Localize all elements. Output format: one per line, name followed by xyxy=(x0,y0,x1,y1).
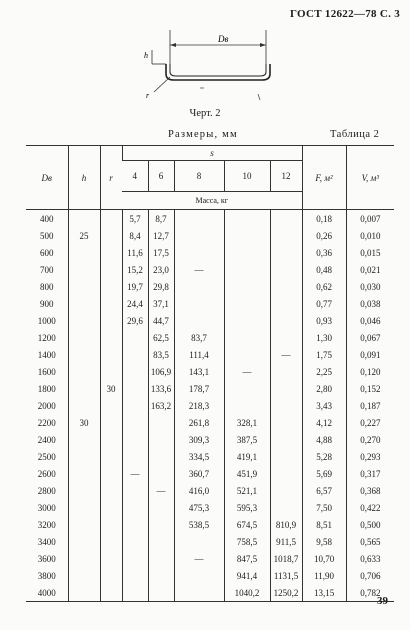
cell-s4: 15,2 xyxy=(122,261,148,278)
cell-f: 0,18 xyxy=(302,210,346,228)
cell-h xyxy=(68,448,100,465)
cell-s12 xyxy=(270,482,302,499)
cell-r xyxy=(100,261,122,278)
table-row xyxy=(26,414,394,431)
cell-s10 xyxy=(224,312,270,329)
cell-s12 xyxy=(270,499,302,516)
cell-v: 0,046 xyxy=(346,312,394,329)
header-s10: 10 xyxy=(224,161,270,192)
cell-v: 0,706 xyxy=(346,567,394,584)
cell-s4 xyxy=(122,533,148,550)
cell-h: 30 xyxy=(68,414,100,431)
cell-f: 9,58 xyxy=(302,533,346,550)
cell-s10: 387,5 xyxy=(224,431,270,448)
table-row xyxy=(26,312,394,329)
cell-s8 xyxy=(174,567,224,584)
cell-v: 0,030 xyxy=(346,278,394,295)
table-row xyxy=(26,278,394,295)
cell-s12: 1250,2 xyxy=(270,584,302,602)
cell-d: 1600 xyxy=(37,366,56,377)
cell-s10: 941,4 xyxy=(224,567,270,584)
cell-s12 xyxy=(270,329,302,346)
header-radius: r xyxy=(100,146,122,210)
cell-s10 xyxy=(224,278,270,295)
cell-s4 xyxy=(122,448,148,465)
cell-d: 800 xyxy=(40,281,54,292)
cell-r xyxy=(100,482,122,499)
cell-v: 0,120 xyxy=(346,363,394,380)
cell-d: 700 xyxy=(40,264,54,275)
cell-s4: 19,7 xyxy=(122,278,148,295)
cell-s12 xyxy=(270,380,302,397)
cell-s4 xyxy=(122,363,148,380)
cell-d: 2800 xyxy=(37,485,56,496)
cell-s4: 11,6 xyxy=(122,244,148,261)
cell-d: 3000 xyxy=(37,502,56,513)
dimensions-table xyxy=(26,145,394,602)
header-thickness: s xyxy=(122,146,302,161)
cell-s12 xyxy=(270,431,302,448)
cell-d: 500 xyxy=(40,230,54,241)
cell-r xyxy=(100,448,122,465)
cell-h xyxy=(68,261,100,278)
cell-v: 0,422 xyxy=(346,499,394,516)
cell-s4: — xyxy=(122,465,148,482)
cell-s8: 83,7 xyxy=(174,329,224,346)
table-row xyxy=(26,261,394,278)
cell-s10: 328,1 xyxy=(224,414,270,431)
cell-s8 xyxy=(174,210,224,228)
cell-s12: 1018,7 xyxy=(270,550,302,567)
cell-s4 xyxy=(122,414,148,431)
cell-s10 xyxy=(224,210,270,228)
cell-s10 xyxy=(224,346,270,363)
cell-s6: — xyxy=(148,482,174,499)
cell-d: 1400 xyxy=(37,349,56,360)
cell-d: 600 xyxy=(40,247,54,258)
cell-s4: 29,6 xyxy=(122,312,148,329)
cell-r xyxy=(100,346,122,363)
cell-r xyxy=(100,533,122,550)
table-row xyxy=(26,499,394,516)
cell-f: 0,48 xyxy=(302,261,346,278)
cell-h xyxy=(68,329,100,346)
table-row xyxy=(26,295,394,312)
header-height: h xyxy=(68,146,100,210)
cell-f: 4,12 xyxy=(302,414,346,431)
cell-r xyxy=(100,550,122,567)
cell-s8: 218,3 xyxy=(174,397,224,414)
cell-s4 xyxy=(122,550,148,567)
cell-s8: 475,3 xyxy=(174,499,224,516)
head-drawing xyxy=(140,30,280,104)
cell-s4 xyxy=(122,499,148,516)
cell-s4 xyxy=(122,380,148,397)
cell-s6: 37,1 xyxy=(148,295,174,312)
cell-v: 0,010 xyxy=(346,227,394,244)
cell-h xyxy=(68,567,100,584)
cell-v: 0,067 xyxy=(346,329,394,346)
cell-s6 xyxy=(148,516,174,533)
cell-s8: 360,7 xyxy=(174,465,224,482)
cell-s6: 62,5 xyxy=(148,329,174,346)
cell-h: 25 xyxy=(68,227,100,244)
header-s6: 6 xyxy=(148,161,174,192)
cell-s10 xyxy=(224,329,270,346)
cell-f: 3,43 xyxy=(302,397,346,414)
cell-d: 3600 xyxy=(37,553,56,564)
cell-h xyxy=(68,499,100,516)
diameter-label: Dв xyxy=(218,34,229,44)
header-s4: 4 xyxy=(122,161,148,192)
cell-v: 0,187 xyxy=(346,397,394,414)
cell-s12 xyxy=(270,414,302,431)
cell-s10 xyxy=(224,227,270,244)
cell-s10 xyxy=(224,244,270,261)
cell-s12 xyxy=(270,278,302,295)
cell-h xyxy=(68,210,100,228)
cell-s4 xyxy=(122,567,148,584)
cell-s10: 521,1 xyxy=(224,482,270,499)
cell-s10 xyxy=(224,380,270,397)
cell-s6: 44,7 xyxy=(148,312,174,329)
cell-s6: 8,7 xyxy=(148,210,174,228)
cell-s8 xyxy=(174,312,224,329)
cell-f: 7,50 xyxy=(302,499,346,516)
cell-r xyxy=(100,295,122,312)
cell-v: 0,038 xyxy=(346,295,394,312)
cell-s6 xyxy=(148,414,174,431)
figure-caption: Черт. 2 xyxy=(189,108,221,119)
cell-f: 1,75 xyxy=(302,346,346,363)
table-row xyxy=(26,329,394,346)
cell-s8: 178,7 xyxy=(174,380,224,397)
cell-d: 2600 xyxy=(37,468,56,479)
cell-s4 xyxy=(122,329,148,346)
table-title: Размеры, мм xyxy=(168,129,238,140)
cell-d: 1000 xyxy=(37,315,56,326)
cell-s6 xyxy=(148,533,174,550)
cell-d: 2000 xyxy=(37,400,56,411)
cell-s12: — xyxy=(270,346,302,363)
cell-h xyxy=(68,346,100,363)
cell-s8: 111,4 xyxy=(174,346,224,363)
cell-s6: 17,5 xyxy=(148,244,174,261)
cell-d: 900 xyxy=(40,298,54,309)
cell-f: 5,69 xyxy=(302,465,346,482)
cell-s4 xyxy=(122,397,148,414)
table-row xyxy=(26,227,394,244)
cell-d: 2200 xyxy=(37,417,56,428)
cell-h xyxy=(68,244,100,261)
cell-f: 10,70 xyxy=(302,550,346,567)
table-row xyxy=(26,380,394,397)
cell-s8: — xyxy=(174,261,224,278)
cell-f: 5,28 xyxy=(302,448,346,465)
cell-s10: 419,1 xyxy=(224,448,270,465)
cell-v: 0,565 xyxy=(346,533,394,550)
cell-r xyxy=(100,210,122,228)
cell-h xyxy=(68,584,100,602)
cell-s12 xyxy=(270,227,302,244)
cell-h xyxy=(68,363,100,380)
table-row xyxy=(26,448,394,465)
cell-s12 xyxy=(270,210,302,228)
table-row xyxy=(26,533,394,550)
cell-r xyxy=(100,516,122,533)
cell-s4 xyxy=(122,482,148,499)
cell-s6: 83,5 xyxy=(148,346,174,363)
cell-s12 xyxy=(270,363,302,380)
cell-s4 xyxy=(122,584,148,602)
cell-s10: 674,5 xyxy=(224,516,270,533)
cell-d: 400 xyxy=(40,213,54,224)
cell-v: 0,021 xyxy=(346,261,394,278)
cell-d: 3400 xyxy=(37,536,56,547)
cell-v: 0,270 xyxy=(346,431,394,448)
cell-s6: 133,6 xyxy=(148,380,174,397)
cell-s10 xyxy=(224,397,270,414)
cell-s10: 451,9 xyxy=(224,465,270,482)
table-label: Таблица 2 xyxy=(330,129,380,140)
cell-s12 xyxy=(270,448,302,465)
cell-s6 xyxy=(148,448,174,465)
cell-f: 4,88 xyxy=(302,431,346,448)
cell-r xyxy=(100,244,122,261)
cell-h xyxy=(68,533,100,550)
table-row xyxy=(26,244,394,261)
cell-f: 1,30 xyxy=(302,329,346,346)
table-row xyxy=(26,431,394,448)
cell-h xyxy=(68,465,100,482)
height-label: h xyxy=(144,51,148,60)
cell-r xyxy=(100,312,122,329)
radius-label: r xyxy=(146,91,150,100)
cell-d: 3200 xyxy=(37,519,56,530)
cell-v: 0,500 xyxy=(346,516,394,533)
cell-v: 0,368 xyxy=(346,482,394,499)
cell-h xyxy=(68,550,100,567)
cell-s6 xyxy=(148,465,174,482)
table-row xyxy=(26,482,394,499)
cell-r xyxy=(100,584,122,602)
cell-s10: — xyxy=(224,363,270,380)
header-volume: V, м³ xyxy=(346,146,394,210)
cell-h xyxy=(68,278,100,295)
cell-d: 2400 xyxy=(37,434,56,445)
cell-v: 0,633 xyxy=(346,550,394,567)
cell-s8: 334,5 xyxy=(174,448,224,465)
table-row xyxy=(26,346,394,363)
cell-s8: 143,1 xyxy=(174,363,224,380)
cell-v: 0,091 xyxy=(346,346,394,363)
cell-s6 xyxy=(148,567,174,584)
cell-s4 xyxy=(122,516,148,533)
header-mass: Масса, кг xyxy=(122,192,302,210)
cell-s10: 1040,2 xyxy=(224,584,270,602)
cell-s6: 23,0 xyxy=(148,261,174,278)
cell-s10: 758,5 xyxy=(224,533,270,550)
header-area: F, м² xyxy=(302,146,346,210)
header-s12: 12 xyxy=(270,161,302,192)
cell-h xyxy=(68,482,100,499)
cell-s8 xyxy=(174,295,224,312)
cell-s12 xyxy=(270,244,302,261)
cell-s6 xyxy=(148,499,174,516)
cell-s10: 595,3 xyxy=(224,499,270,516)
cell-s8 xyxy=(174,584,224,602)
cell-d: 1800 xyxy=(37,383,56,394)
cell-s6 xyxy=(148,584,174,602)
cell-r xyxy=(100,465,122,482)
cell-v: 0,015 xyxy=(346,244,394,261)
table-body xyxy=(26,210,394,602)
cell-r xyxy=(100,431,122,448)
table-row xyxy=(26,363,394,380)
cell-s8 xyxy=(174,278,224,295)
cell-s4 xyxy=(122,431,148,448)
cell-r xyxy=(100,397,122,414)
page-number: 39 xyxy=(377,595,388,607)
cell-r xyxy=(100,499,122,516)
cell-f: 13,15 xyxy=(302,584,346,602)
cell-s12 xyxy=(270,465,302,482)
cell-h xyxy=(68,380,100,397)
cell-d: 2500 xyxy=(37,451,56,462)
cell-f: 8,51 xyxy=(302,516,346,533)
table-row xyxy=(26,516,394,533)
cell-s10: 847,5 xyxy=(224,550,270,567)
cell-f: 6,57 xyxy=(302,482,346,499)
cell-v: 0,317 xyxy=(346,465,394,482)
cell-h xyxy=(68,312,100,329)
cell-r xyxy=(100,227,122,244)
cell-v: 0,007 xyxy=(346,210,394,228)
cell-h xyxy=(68,431,100,448)
cell-d: 1200 xyxy=(37,332,56,343)
cell-s12: 810,9 xyxy=(270,516,302,533)
cell-s4: 5,7 xyxy=(122,210,148,228)
cell-f: 0,77 xyxy=(302,295,346,312)
cell-v: 0,227 xyxy=(346,414,394,431)
cell-d: 4000 xyxy=(26,584,68,602)
header-s8: 8 xyxy=(174,161,224,192)
cell-s12: 911,5 xyxy=(270,533,302,550)
cell-s10 xyxy=(224,295,270,312)
cell-r xyxy=(100,363,122,380)
header-diameter: Dв xyxy=(26,146,68,210)
cell-s6 xyxy=(148,550,174,567)
cell-f: 0,26 xyxy=(302,227,346,244)
cell-s6: 106,9 xyxy=(148,363,174,380)
cell-s8: 261,8 xyxy=(174,414,224,431)
cell-v: 0,152 xyxy=(346,380,394,397)
cell-f: 0,36 xyxy=(302,244,346,261)
cell-h xyxy=(68,516,100,533)
cell-f: 2,25 xyxy=(302,363,346,380)
table-row xyxy=(26,210,394,228)
cell-r xyxy=(100,567,122,584)
cell-s12 xyxy=(270,397,302,414)
cell-r: 30 xyxy=(100,380,122,397)
cell-s8: — xyxy=(174,550,224,567)
table-row xyxy=(26,465,394,482)
cell-s6: 163,2 xyxy=(148,397,174,414)
cell-s4: 24,4 xyxy=(122,295,148,312)
cell-f: 0,93 xyxy=(302,312,346,329)
cell-s12 xyxy=(270,261,302,278)
cell-s4 xyxy=(122,346,148,363)
cell-f: 11,90 xyxy=(302,567,346,584)
cell-s6 xyxy=(148,431,174,448)
cell-v: 0,293 xyxy=(346,448,394,465)
cell-s8 xyxy=(174,244,224,261)
cell-h xyxy=(68,295,100,312)
table-row xyxy=(26,550,394,567)
cell-r xyxy=(100,329,122,346)
cell-s12: 1131,5 xyxy=(270,567,302,584)
cell-s6: 12,7 xyxy=(148,227,174,244)
cell-r xyxy=(100,278,122,295)
cell-r xyxy=(100,414,122,431)
cell-s8 xyxy=(174,533,224,550)
cell-s4: 8,4 xyxy=(122,227,148,244)
table-row xyxy=(26,397,394,414)
cell-f: 2,80 xyxy=(302,380,346,397)
cell-s6: 29,8 xyxy=(148,278,174,295)
cell-f: 0,62 xyxy=(302,278,346,295)
cell-s8: 416,0 xyxy=(174,482,224,499)
cell-s8: 309,3 xyxy=(174,431,224,448)
cell-h xyxy=(68,397,100,414)
cell-s8 xyxy=(174,227,224,244)
cell-s12 xyxy=(270,295,302,312)
cell-v: 0,782 xyxy=(346,584,394,602)
cell-d: 3800 xyxy=(37,570,56,581)
cell-s8: 538,5 xyxy=(174,516,224,533)
cell-s12 xyxy=(270,312,302,329)
table-row xyxy=(26,584,394,602)
page-header: ГОСТ 12622—78 С. 3 xyxy=(289,8,400,20)
table-row xyxy=(26,567,394,584)
cell-s10 xyxy=(224,261,270,278)
